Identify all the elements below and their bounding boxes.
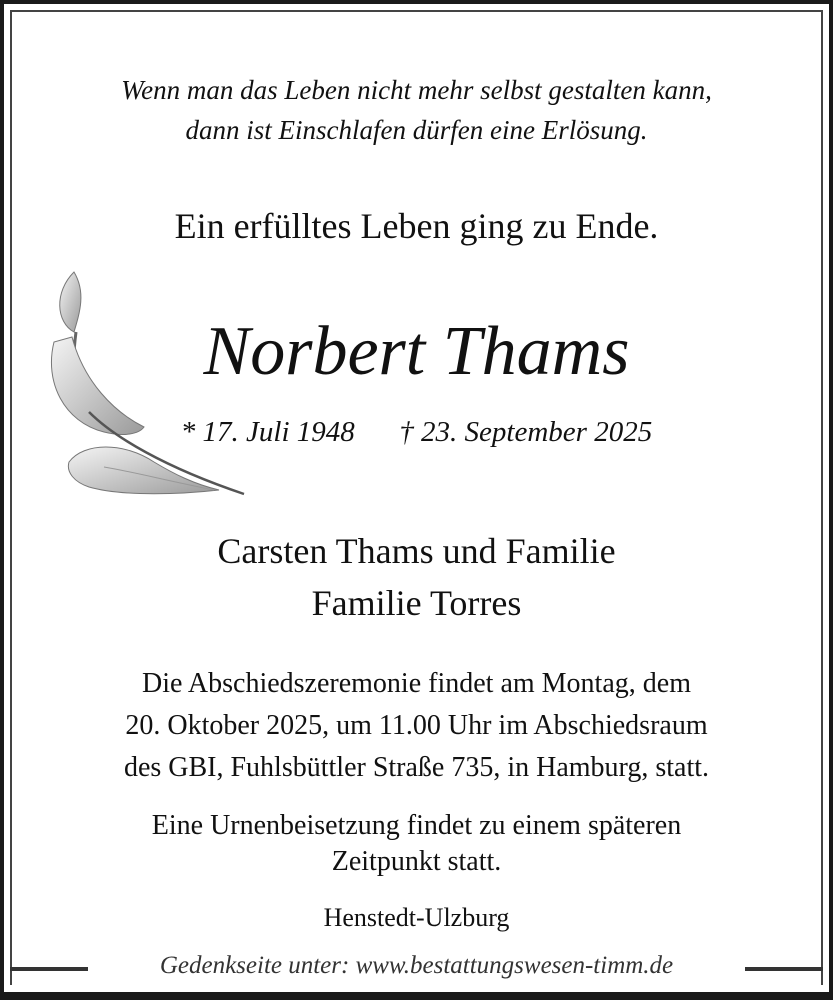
urn-burial-info <box>0 808 833 880</box>
ceremony-line-2: 20. Oktober 2025, um 11.00 Uhr im Abschiedsraum <box>125 710 708 741</box>
footer-rule-left <box>10 967 88 971</box>
mourners <box>0 525 833 629</box>
death-date: † 23. September 2025 <box>399 416 653 448</box>
bottom-border <box>0 992 833 1000</box>
footer-rule-right <box>745 967 823 971</box>
ceremony-line-3: des GBI, Fuhlsbüttler Straße 735, in Hamburg, statt. <box>123 752 710 783</box>
birth-date: * 17. Juli 1948 <box>180 416 355 448</box>
intro-text: Ein erfülltes Leben ging zu Ende. <box>174 206 659 246</box>
life-dates <box>0 416 833 449</box>
town-name: Henstedt-Ulzburg <box>323 903 510 932</box>
motto-line-2: dann ist Einschlafen dürfen eine Erlösung. <box>185 115 648 145</box>
motto-line-1: Wenn man das Leben nicht mehr selbst gestalten kann, <box>121 75 712 105</box>
memorial-page-link[interactable]: Gedenkseite unter: www.bestattungswesen-timm.de <box>159 952 674 979</box>
mourner-line-2: Familie Torres <box>311 583 522 623</box>
ceremony-line-1: Die Abschiedszeremonie findet am Montag, dem <box>142 668 691 699</box>
mourner-line-1: Carsten Thams und Familie <box>217 531 616 571</box>
motto-quote <box>0 70 833 150</box>
deceased-name: Norbert Thams <box>203 313 630 390</box>
urn-line-1: Eine Urnenbeisetzung findet zu einem späteren <box>151 810 682 841</box>
urn-line-2: Zeitpunkt statt. <box>331 846 502 877</box>
ceremony-info <box>0 663 833 789</box>
